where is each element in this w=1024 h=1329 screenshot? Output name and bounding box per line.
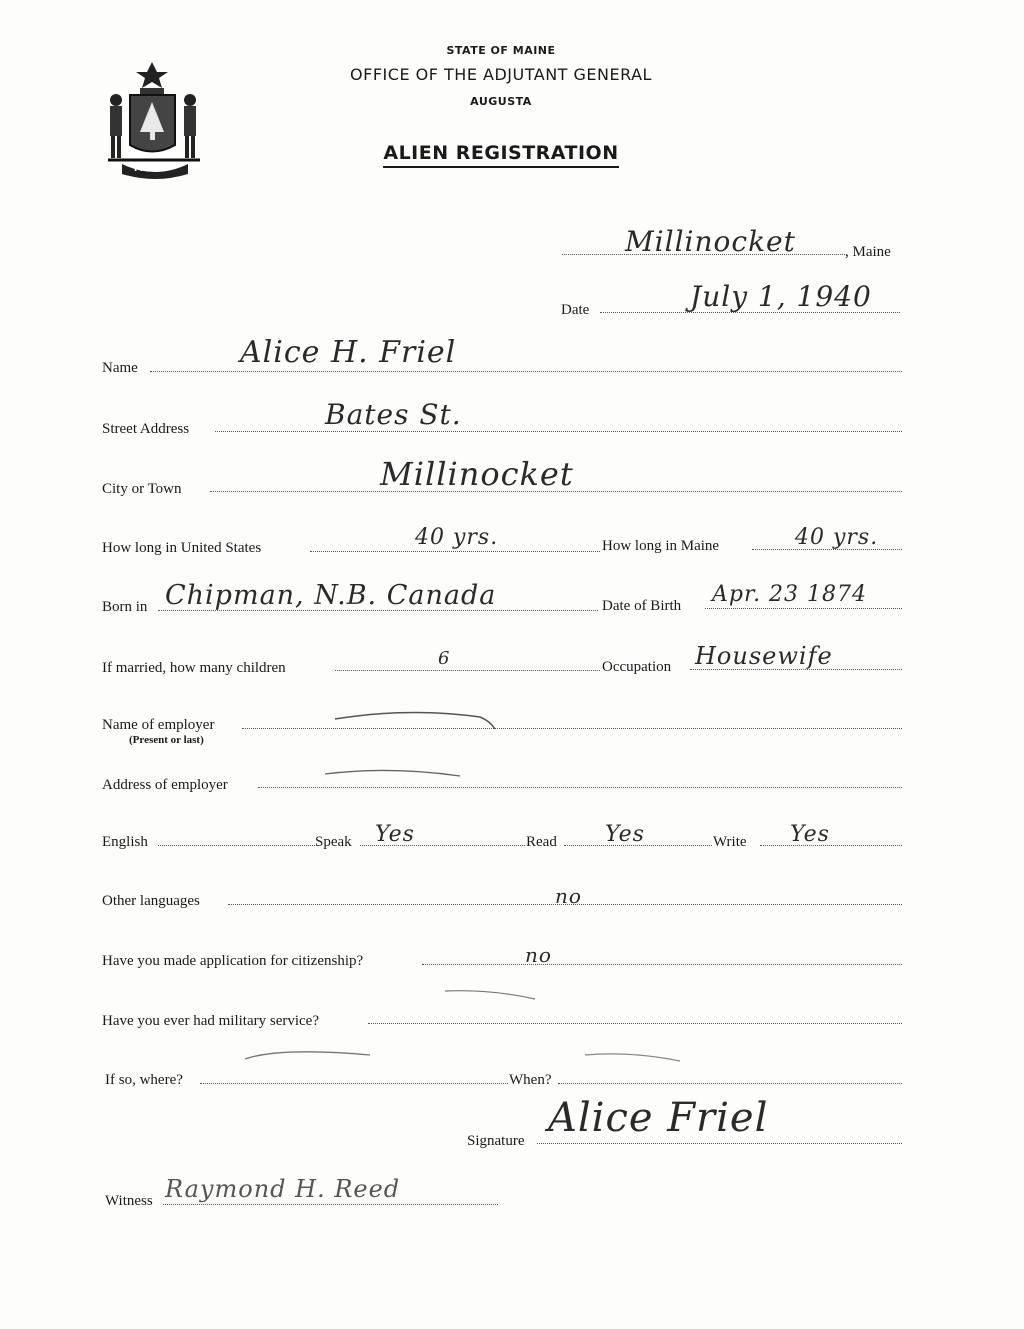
children-label: If married, how many children (102, 660, 286, 676)
citizenship-label: Have you made application for citizenship? (102, 953, 364, 969)
signature-value: Alice Friel (548, 1095, 769, 1141)
employer-name-label: Name of employer (102, 717, 215, 733)
if-so-where-label: If so, where? (105, 1072, 183, 1088)
when-line (558, 1081, 902, 1084)
seal-ribbon-text: MAINE (134, 164, 167, 174)
citizenship-value: no (525, 943, 552, 967)
witness-value: Raymond H. Reed (165, 1175, 401, 1203)
date-of-birth-label: Date of Birth (602, 598, 682, 614)
name-label: Name (102, 360, 138, 376)
citizenship-line (422, 962, 902, 965)
speak-value: Yes (375, 822, 415, 847)
employer-name-sublabel: (Present or last) (129, 734, 204, 746)
read-value: Yes (605, 822, 645, 847)
english-label: English (102, 834, 148, 850)
city-value: Millinocket (380, 455, 574, 493)
state-heading: STATE OF MAINE (446, 44, 556, 57)
employer-address-dash (320, 764, 470, 784)
occupation-value: Housewife (695, 642, 833, 670)
if-so-where-line (200, 1081, 508, 1084)
signature-line (537, 1141, 902, 1144)
name-value: Alice H. Friel (240, 335, 457, 370)
maine-label: , Maine (845, 244, 891, 260)
speak-label: Speak (315, 834, 352, 850)
form-title (0, 142, 1002, 164)
english-line (158, 843, 315, 846)
write-line (760, 843, 902, 846)
how-long-maine-value: 40 yrs. (795, 525, 879, 550)
other-languages-value: no (555, 884, 582, 908)
other-languages-label: Other languages (102, 893, 200, 909)
how-long-us-label: How long in United States (102, 540, 262, 556)
street-line (215, 429, 902, 432)
date-of-birth-value: Apr. 23 1874 (712, 582, 868, 607)
how-long-maine-label: How long in Maine (602, 538, 720, 554)
citizenship-dash (440, 985, 540, 1005)
born-in-label: Born in (102, 599, 148, 615)
born-in-value: Chipman, N.B. Canada (165, 580, 497, 611)
where-dash (240, 1045, 380, 1065)
form-title-text: ALIEN REGISTRATION (383, 142, 618, 168)
employer-address-line (258, 785, 902, 788)
when-label: When? (509, 1072, 552, 1088)
employer-address-label: Address of employer (102, 777, 228, 793)
town-value: Millinocket (625, 225, 796, 258)
write-label: Write (713, 834, 747, 850)
employer-name-dash (330, 705, 500, 735)
how-long-us-value: 40 yrs. (415, 525, 499, 550)
street-label: Street Address (102, 421, 190, 437)
write-value: Yes (790, 822, 830, 847)
city-label: City or Town (102, 481, 182, 497)
read-label: Read (526, 834, 557, 850)
when-dash (580, 1047, 690, 1067)
occupation-label: Occupation (602, 659, 672, 675)
military-line (368, 1021, 902, 1024)
date-label: Date (561, 302, 590, 318)
street-value: Bates St. (325, 398, 462, 431)
military-label: Have you ever had military service? (102, 1013, 319, 1029)
witness-label: Witness (105, 1193, 153, 1209)
city-heading: AUGUSTA (470, 95, 532, 108)
signature-label: Signature (467, 1133, 525, 1149)
office-heading: OFFICE OF THE ADJUTANT GENERAL (350, 65, 652, 84)
children-line (335, 668, 600, 671)
children-value: 6 (438, 648, 451, 669)
date-value: July 1, 1940 (690, 280, 872, 313)
